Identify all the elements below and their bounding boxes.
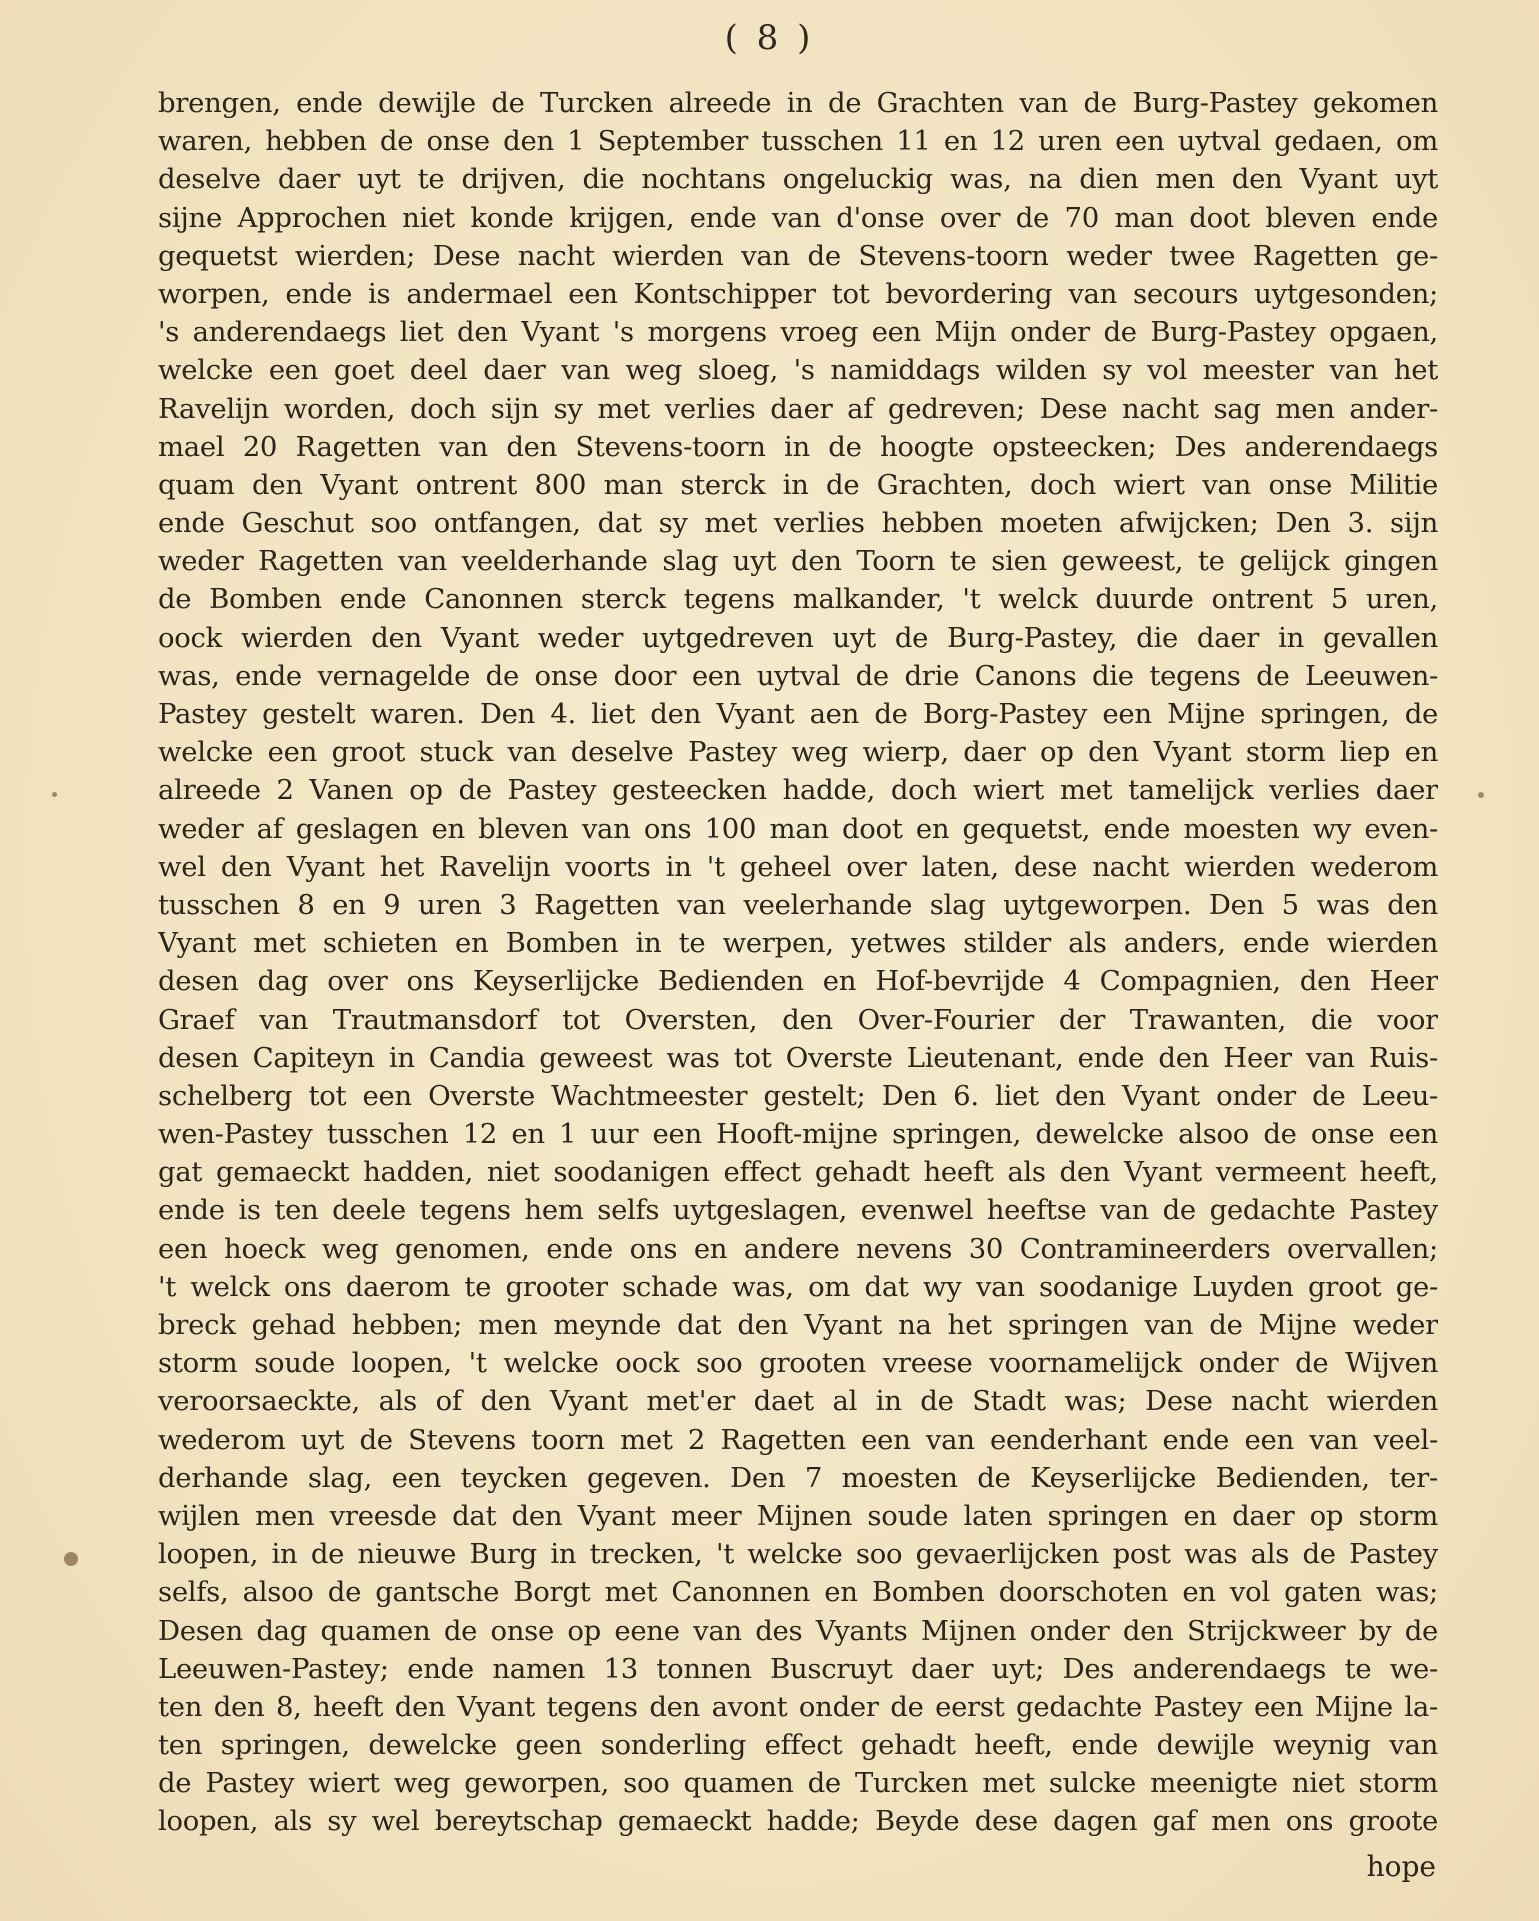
text-line: alreede 2 Vanen op de Pastey gesteecken hadde, doch wiert met tamelijck verlies daer [158, 774, 1438, 807]
text-line: de Bomben ende Canonnen sterck tegens malkander, 't welck duurde ontrent 5 uren, [158, 583, 1438, 616]
text-line: 't welck ons daerom te grooter schade was, om dat wy van soodanige Luyden groot ge- [158, 1270, 1438, 1303]
text-line: worpen, ende is andermael een Kontschipper tot bevordering van secours uytgesonden; [158, 277, 1438, 310]
text-line: ten springen, dewelcke geen sonderling effect gehadt heeft, ende dewijle weynig van [158, 1729, 1438, 1762]
text-line: 's anderendaegs liet den Vyant 's morgens vroeg een Mijn onder de Burg-Pastey opgaen, [158, 316, 1438, 349]
text-line: was, ende vernagelde de onse door een uytval de drie Canons die tegens de Leeuwen- [158, 659, 1438, 692]
text-line: veroorsaeckte, als of den Vyant met'er daet al in de Stadt was; Dese nacht wierden [158, 1385, 1438, 1418]
text-line: tusschen 8 en 9 uren 3 Ragetten van veelerhande slag uytgeworpen. Den 5 was den [158, 888, 1438, 921]
body-text [158, 84, 1438, 1841]
text-line: ten den 8, heeft den Vyant tegens den avont onder de eerst gedachte Pastey een Mijne la- [158, 1690, 1438, 1723]
text-line: sijne Approchen niet konde krijgen, ende van d'onse over de 70 man doot bleven ende [158, 201, 1438, 234]
text-line: Leeuwen-Pastey; ende namen 13 tonnen Buscruyt daer uyt; Des anderendaegs te we- [158, 1652, 1438, 1685]
text-line: oock wierden den Vyant weder uytgedreven uyt de Burg-Pastey, die daer in gevallen [158, 621, 1438, 654]
text-line: welcke een groot stuck van deselve Pastey weg wierp, daer op den Vyant storm liep en [158, 736, 1438, 769]
text-line: brengen, ende dewijle de Turcken alreede in de Grachten van de Burg-Pastey gekomen [158, 87, 1438, 119]
text-line: desen dag over ons Keyserlijcke Bedienden en Hof-bevrijde 4 Compagnien, den Heer [158, 965, 1438, 998]
text-line: wen-Pastey tusschen 12 en 1 uur een Hooft-mijne springen, dewelcke alsoo de onse een [158, 1118, 1438, 1151]
text-line: de Pastey wiert weg geworpen, soo quamen de Turcken met sulcke meenigte niet storm [158, 1767, 1438, 1800]
text-line: Graef van Trautmansdorf tot Oversten, den Over-Fourier der Trawanten, die voor [158, 1003, 1438, 1036]
text-line: deselve daer uyt te drijven, die nochtans ongeluckig was, na dien men den Vyant uyt [158, 163, 1438, 196]
text-line: wijlen men vreesde dat den Vyant meer Mijnen soude laten springen en daer op storm [158, 1499, 1438, 1532]
text-line: selfs, alsoo de gantsche Borgt met Canonnen en Bomben doorschoten en vol gaten was; [158, 1576, 1438, 1609]
page-number: ( 8 ) [724, 18, 815, 58]
text-line: schelberg tot een Overste Wachtmeester gestelt; Den 6. liet den Vyant onder de Leeu- [158, 1079, 1438, 1112]
text-line: desen Capiteyn in Candia geweest was tot Overste Lieutenant, ende den Heer van Ruis- [158, 1041, 1438, 1074]
text-line: ende Geschut soo ontfangen, dat sy met verlies hebben moeten afwijcken; Den 3. sijn [158, 507, 1438, 540]
text-line: Ravelijn worden, doch sijn sy met verlies daer af gedreven; Dese nacht sag men ander- [158, 392, 1438, 425]
text-line: breck gehad hebben; men meynde dat den Vyant na het springen van de Mijne weder [158, 1309, 1438, 1341]
text-line: welcke een goet deel daer van weg sloeg, 's namiddags wilden sy vol meester van het [158, 354, 1438, 387]
text-line: Desen dag quamen de onse op eene van des Vyants Mijnen onder den Strijckweer by de [158, 1614, 1438, 1647]
text-line: Pastey gestelt waren. Den 4. liet den Vyant aen de Borg-Pastey een Mijne springen, de [158, 698, 1438, 730]
text-line: wederom uyt de Stevens toorn met 2 Ragetten een van eenderhant ende een van veel- [158, 1423, 1438, 1456]
text-line: loopen, als sy wel bereytschap gemaeckt hadde; Beyde dese dagen gaf men ons groote [158, 1805, 1438, 1838]
text-line: derhande slag, een teycken gegeven. Den 7 moesten de Keyserlijcke Bedienden, ter- [158, 1461, 1438, 1494]
text-line: loopen, in de nieuwe Burg in trecken, 't welcke soo gevaerlijcken post was als de Pastey [158, 1538, 1438, 1571]
text-line: gequetst wierden; Dese nacht wierden van de Stevens-toorn weder twee Ragetten ge- [158, 239, 1438, 272]
ink-speck [1478, 792, 1484, 798]
text-line: Vyant met schieten en Bomben in te werpen, yetwes stilder als anders, ende wierden [158, 927, 1438, 960]
text-line: wel den Vyant het Ravelijn voorts in 't geheel over laten, dese nacht wierden wederom [158, 850, 1438, 883]
text-line: waren, hebben de onse den 1 September tusschen 11 en 12 uren een uytval gedaen, om [158, 125, 1438, 158]
text-line: een hoeck weg genomen, ende ons en andere nevens 30 Contramineerders overvallen; [158, 1232, 1438, 1265]
ink-speck [52, 792, 57, 797]
text-line: quam den Vyant ontrent 800 man sterck in de Grachten, doch wiert van onse Militie [158, 468, 1438, 501]
text-line: ende is ten deele tegens hem selfs uytgeslagen, evenwel heeftse van de gedachte Pastey [158, 1194, 1438, 1227]
ink-speck [64, 1552, 78, 1566]
text-line: weder Ragetten van veelderhande slag uyt den Toorn te sien geweest, te gelijck gingen [158, 545, 1438, 578]
text-line: weder af geslagen en bleven van ons 100 man doot en gequetst, ende moesten wy even- [158, 812, 1438, 845]
text-line: gat gemaeckt hadden, niet soodanigen effect gehadt heeft als den Vyant vermeent heeft, [158, 1156, 1438, 1189]
text-line: mael 20 Ragetten van den Stevens-toorn in de hoogte opsteecken; Des anderendaegs [158, 430, 1438, 463]
text-line: storm soude loopen, 't welcke oock soo grooten vreese voornamelijck onder de Wijven [158, 1347, 1438, 1380]
catchword: hope [1366, 1850, 1436, 1883]
